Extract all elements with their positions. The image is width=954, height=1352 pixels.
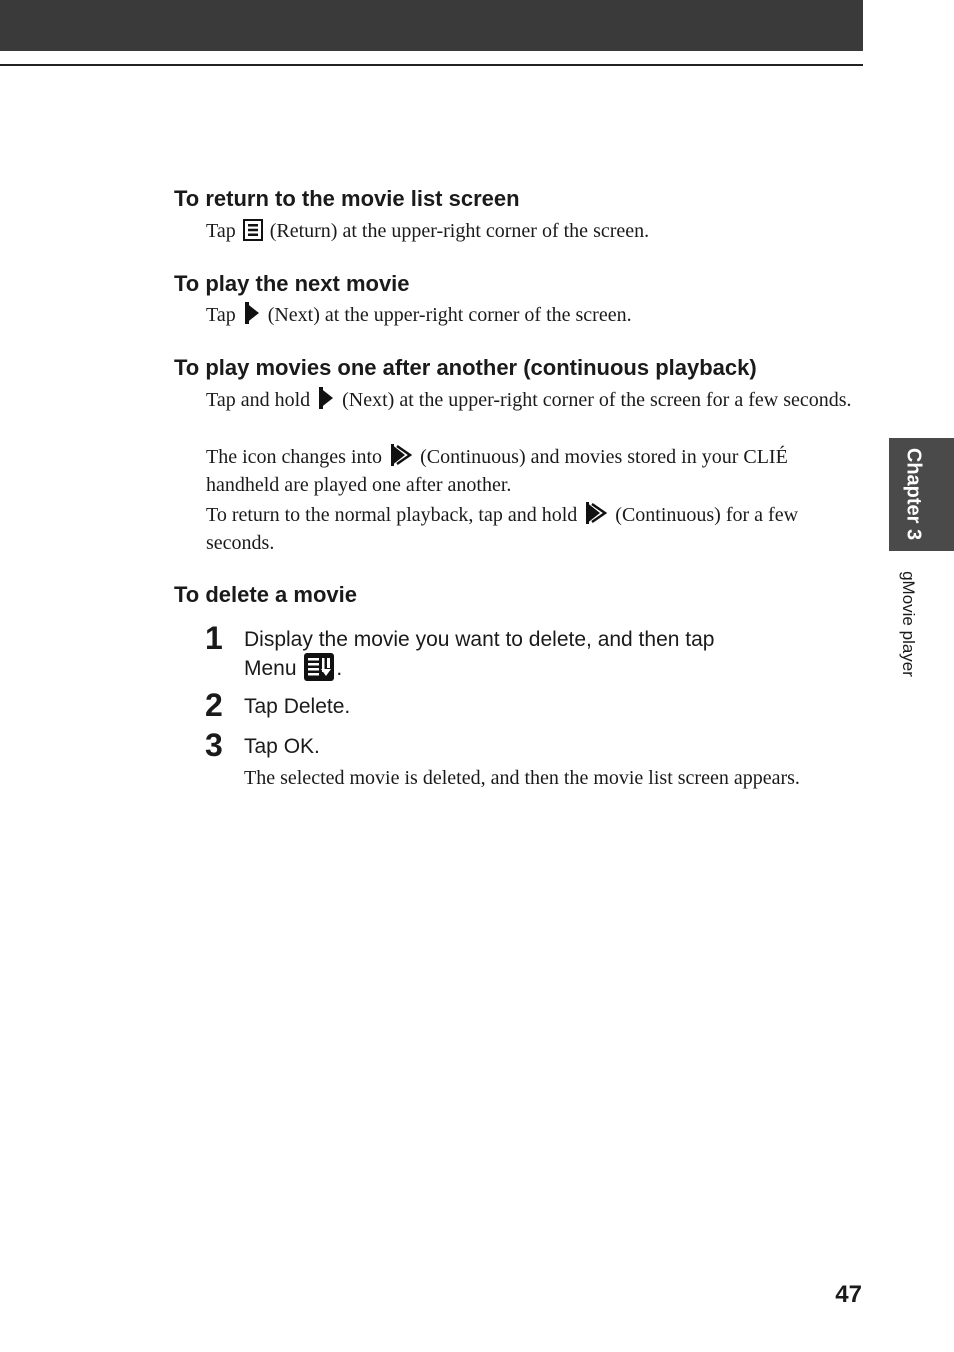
step-1-period: . — [336, 657, 343, 680]
para-next — [206, 301, 856, 329]
heading-delete: To delete a movie — [174, 582, 357, 607]
menu-icon — [304, 653, 334, 681]
step-text-2: Tap Delete. — [244, 695, 351, 718]
next-hold-description: (Next) at the upper-right corner of the screen for a few seconds. — [342, 389, 852, 411]
return-description: (Return) at the upper-right corner of the screen. — [269, 220, 650, 242]
page-number: 47 — [835, 1281, 862, 1308]
step-number-1: 1 — [205, 620, 223, 656]
text-return-normal: To return to the normal playback, tap and hold — [206, 504, 578, 526]
para-continuous-2 — [206, 443, 856, 499]
chapter-label: Chapter 3 — [902, 447, 925, 541]
step-3-note: The selected movie is deleted, and then the movie list screen appears. — [244, 767, 800, 789]
step-number-2: 2 — [205, 687, 223, 723]
heading-return: To return to the movie list screen — [174, 186, 520, 211]
text-tap: Tap — [206, 220, 236, 242]
para-continuous-3 — [206, 501, 856, 557]
heading-continuous: To play movies one after another (continuous playback) — [174, 355, 757, 380]
step-text-3: Tap OK. — [244, 735, 320, 758]
heading-next: To play the next movie — [174, 271, 410, 296]
text-tap-hold: Tap and hold — [206, 389, 311, 411]
para-continuous-1 — [206, 386, 856, 414]
para-return — [206, 217, 856, 245]
continuous-icon — [389, 443, 413, 467]
step-1-line-1: Display the movie you want to delete, and then tap — [244, 628, 715, 651]
next-icon — [243, 301, 261, 325]
text-icon-changes: The icon changes into — [206, 446, 383, 468]
next-description: (Next) at the upper-right corner of the screen. — [267, 304, 632, 326]
text-tap: Tap — [206, 304, 236, 326]
return-icon — [243, 219, 263, 241]
header-bar — [0, 0, 863, 51]
step-1-menu-word: Menu — [244, 657, 297, 680]
continuous-description: (Continuous) and movies stored in your CLIÉ handheld are played one after another. — [206, 446, 788, 496]
section-label: gMovie player — [899, 571, 918, 677]
step-number-3: 3 — [205, 727, 223, 763]
continuous-hold-description: (Continuous) for a few seconds. — [206, 504, 799, 554]
continuous-icon — [584, 501, 608, 525]
next-icon — [317, 386, 335, 410]
header-rule — [0, 64, 863, 66]
step-text-1 — [244, 626, 844, 682]
